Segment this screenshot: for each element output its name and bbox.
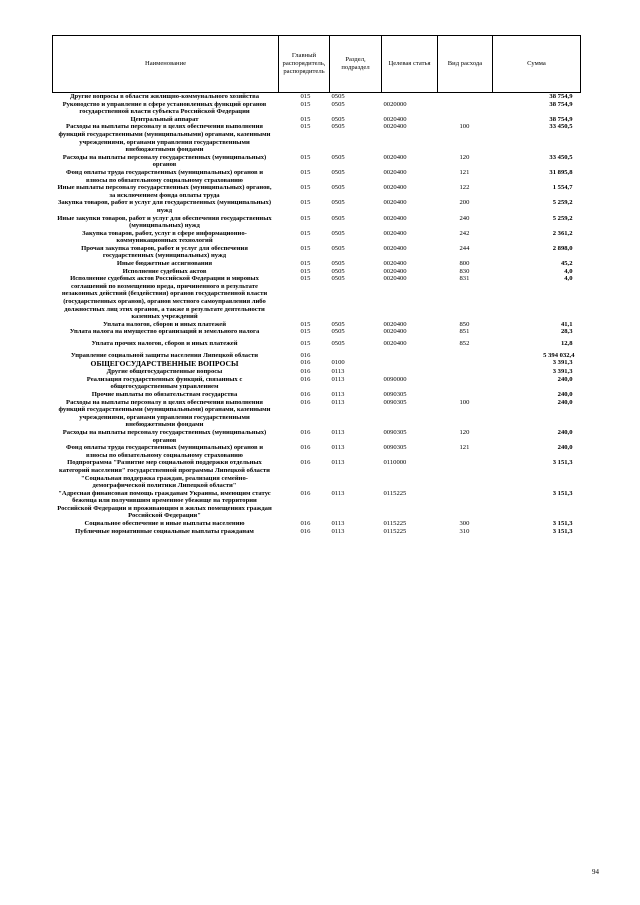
row-target-article: 0020400 xyxy=(383,214,407,222)
row-glav: 016 xyxy=(300,489,311,497)
row-name: Фонд оплаты труда государственных (муниципальных) органов и взносы по обязательному социальному страхованию xyxy=(65,444,264,459)
row-razdel: 0113 xyxy=(331,444,345,452)
row-sum: 3 391,3 xyxy=(552,368,573,376)
row-razdel: 0505 xyxy=(331,275,345,283)
row-razdel: 0505 xyxy=(331,168,345,176)
table-row xyxy=(53,429,581,444)
row-glav: 015 xyxy=(300,100,311,108)
table-row xyxy=(53,399,581,429)
table-row xyxy=(53,215,581,230)
row-expense-type: 120 xyxy=(459,428,470,436)
row-target-article: 0020400 xyxy=(383,275,407,283)
row-sum: 5 394 032,4 xyxy=(543,351,575,359)
row-expense-type xyxy=(438,391,493,399)
row-glav: 015 xyxy=(300,93,311,100)
row-sum: 240,0 xyxy=(557,375,573,383)
row-name: Уплата налогов, сборов и иных платежей xyxy=(102,320,227,328)
row-sum: 28,3 xyxy=(560,328,573,336)
table-row xyxy=(53,116,581,124)
table-row xyxy=(53,321,581,329)
row-expense-type: 242 xyxy=(459,229,470,237)
table-row xyxy=(53,184,581,199)
row-name: Прочие выплаты по обязательствам государства xyxy=(91,390,238,398)
table-row xyxy=(53,169,581,184)
row-expense-type: 850 xyxy=(459,320,470,328)
row-glav: 015 xyxy=(300,328,311,336)
row-sum: 3 151,3 xyxy=(552,489,573,497)
row-name: Иные выплаты персоналу государственных (муниципальных) органов, за исключением фонда оплаты труда xyxy=(57,184,272,199)
row-name: Другие вопросы в области жилищно-коммунального хозяйства xyxy=(69,93,260,100)
row-target-article: 0020400 xyxy=(383,153,407,161)
table-row xyxy=(53,359,581,368)
row-name: Исполнение судебных актов Российской Федерации и мировых соглашений по возмещению вреда, причиненного в результате незаконных действий (бездействия) органов государственной власти (государственных органов), органов местного самоуправления либо должностных лиц этих органов, а также в результате деятельности казенных учреждений xyxy=(61,275,268,321)
row-name: Расходы на выплаты персоналу в целях обеспечения выполнения функций государственными (муниципальными) органами, казенными учреждениями, органами управления государственными внебюджетными фондами xyxy=(58,398,271,429)
table-row xyxy=(53,391,581,399)
row-sum: 5 259,2 xyxy=(552,214,573,222)
row-name: "Адресная финансовая помощь гражданам Украины, имеющим статус беженца или получившим временное убежище на территории Российской Федерации и проживающим в жилых помещениях граждан Российской Федерации" xyxy=(57,489,272,520)
row-razdel: 0505 xyxy=(331,153,345,161)
row-glav: 015 xyxy=(300,260,311,268)
row-sum: 33 450,5 xyxy=(549,153,573,161)
row-razdel: 0505 xyxy=(331,267,345,275)
row-target-article: 0020400 xyxy=(383,320,407,328)
row-glav: 015 xyxy=(300,229,311,237)
row-glav: 015 xyxy=(300,340,311,347)
table-row xyxy=(53,520,581,528)
table-row xyxy=(53,101,581,116)
row-target-article xyxy=(382,368,438,376)
row-sum: 38 754,9 xyxy=(549,93,573,100)
row-name: Прочая закупка товаров, работ и услуг для обеспечения государственных (муниципальных) нужд xyxy=(81,244,248,260)
row-glav: 015 xyxy=(300,244,311,252)
row-sum: 31 895,8 xyxy=(549,168,573,176)
row-glav: 016 xyxy=(300,459,311,467)
row-expense-type xyxy=(438,101,493,116)
row-target-article xyxy=(382,348,438,360)
row-razdel: 0505 xyxy=(331,244,345,252)
table-row xyxy=(53,245,581,260)
row-target-article: 0020400 xyxy=(383,168,407,176)
row-target-article: 0020400 xyxy=(383,267,407,275)
row-target-article: 0020400 xyxy=(383,229,407,237)
row-sum: 4,0 xyxy=(564,267,573,275)
row-expense-type: 240 xyxy=(459,214,470,222)
row-glav: 016 xyxy=(300,351,311,359)
row-glav: 015 xyxy=(300,184,311,192)
row-glav: 016 xyxy=(300,375,311,383)
row-sum: 240,0 xyxy=(557,444,573,452)
row-expense-type: 121 xyxy=(459,444,470,452)
row-name: Другие общегосударственные вопросы xyxy=(106,368,223,376)
row-razdel: 0505 xyxy=(331,260,345,268)
row-target-article xyxy=(382,359,438,368)
row-expense-type xyxy=(438,459,493,489)
row-expense-type: 300 xyxy=(459,520,470,528)
row-name: Фонд оплаты труда государственных (муниципальных) органов и взносы по обязательному социальному страхованию xyxy=(65,168,264,184)
header-name: Наименование xyxy=(53,36,279,93)
row-name: Расходы на выплаты персоналу государственных (муниципальных) органов xyxy=(62,428,267,444)
row-name: Управление социальной защиты населения Липецкой области xyxy=(70,351,259,359)
row-name: Расходы на выплаты персоналу в целях обеспечения выполнения функций государственными (муниципальными) органами, казенными учреждениями, органами управления государственными внебюджетными фондами xyxy=(58,123,271,154)
row-sum: 3 151,3 xyxy=(552,527,573,535)
row-expense-type xyxy=(438,93,493,101)
row-target-article: 0020400 xyxy=(383,340,407,347)
row-glav: 016 xyxy=(300,444,311,452)
row-expense-type: 310 xyxy=(459,527,470,535)
row-expense-type: 831 xyxy=(459,275,470,283)
row-razdel: 0113 xyxy=(331,390,345,398)
row-name: Подпрограмма "Развитие мер социальной поддержки отдельных категорий населения" государственной программы Липецкой области "Социальная поддержка граждан, реализация семейно-демографической политики Липецкой области" xyxy=(59,459,270,490)
row-razdel: 0505 xyxy=(331,328,345,336)
row-glav: 015 xyxy=(300,320,311,328)
row-sum: 12,8 xyxy=(560,340,573,347)
table-row xyxy=(53,336,581,348)
table-row xyxy=(53,368,581,376)
table-row xyxy=(53,199,581,214)
row-glav: 016 xyxy=(300,359,311,367)
table-row xyxy=(53,528,581,536)
row-sum: 41,1 xyxy=(560,320,573,328)
row-name: Уплата налога на имущество организаций и земельного налога xyxy=(69,328,260,336)
row-expense-type: 100 xyxy=(459,398,470,406)
header-target-article: Целевая статья xyxy=(382,36,438,93)
row-razdel: 0113 xyxy=(331,489,345,497)
row-razdel: 0113 xyxy=(331,527,345,535)
row-glav: 015 xyxy=(300,115,311,123)
row-razdel: 0505 xyxy=(331,93,345,100)
table-row xyxy=(53,348,581,360)
row-sum: 240,0 xyxy=(557,428,573,436)
row-name: ОБЩЕГОСУДАРСТВЕННЫЕ ВОПРОСЫ xyxy=(90,359,239,369)
row-target-article: 0090305 xyxy=(383,428,407,436)
row-razdel: 0505 xyxy=(331,123,345,131)
row-sum: 38 754,9 xyxy=(549,100,573,108)
row-glav: 015 xyxy=(300,267,311,275)
row-razdel xyxy=(330,348,382,360)
row-expense-type: 851 xyxy=(459,328,470,336)
row-name: Закупка товаров, работ и услуг для государственных (муниципальных) нужд xyxy=(57,199,272,214)
row-expense-type: 120 xyxy=(459,153,470,161)
row-target-article: 0115225 xyxy=(383,489,407,497)
row-glav: 016 xyxy=(300,368,311,376)
row-glav: 015 xyxy=(300,123,311,131)
row-razdel: 0505 xyxy=(331,214,345,222)
table-row xyxy=(53,459,581,489)
row-target-article: 0090305 xyxy=(383,398,407,406)
row-name: Уплата прочих налогов, сборов и иных платежей xyxy=(91,340,238,347)
row-expense-type: 121 xyxy=(459,168,470,176)
row-glav: 016 xyxy=(300,390,311,398)
table-header-row xyxy=(53,36,581,93)
row-expense-type: 244 xyxy=(459,244,470,252)
header-sum: Сумма xyxy=(493,36,581,93)
row-target-article: 0020400 xyxy=(383,115,407,123)
row-glav: 016 xyxy=(300,428,311,436)
row-name: Реализация государственных функций, связанных с общегосударственным управлением xyxy=(86,375,243,391)
row-target-article: 0020400 xyxy=(383,199,407,207)
row-target-article: 0115225 xyxy=(383,527,407,535)
row-name: Руководство и управление в сфере установленных функций органов государственной власти субъекта Российской Федерации xyxy=(62,100,267,116)
row-expense-type xyxy=(438,490,493,520)
table-row xyxy=(53,328,581,336)
row-razdel: 0113 xyxy=(331,520,345,528)
row-name: Иные закупки товаров, работ и услуг для обеспечения государственных (муниципальных) нужд xyxy=(57,214,272,230)
row-target-article: 0090305 xyxy=(383,390,407,398)
row-razdel: 0505 xyxy=(331,115,345,123)
table-row xyxy=(53,376,581,391)
row-name: Публичные нормативные социальные выплаты гражданам xyxy=(75,527,254,535)
row-target-article: 0020400 xyxy=(383,244,407,252)
row-sum: 240,0 xyxy=(557,398,573,406)
row-glav: 015 xyxy=(300,168,311,176)
row-expense-type xyxy=(438,376,493,391)
row-razdel: 0505 xyxy=(331,199,345,207)
row-target-article: 0020400 xyxy=(383,260,407,268)
table-row xyxy=(53,260,581,268)
row-expense-type xyxy=(438,359,493,368)
row-target-article: 0110000 xyxy=(383,459,407,467)
row-expense-type: 800 xyxy=(459,260,470,268)
row-expense-type: 200 xyxy=(459,199,470,207)
row-razdel: 0113 xyxy=(331,375,345,383)
row-target-article: 0090000 xyxy=(383,375,407,383)
row-name: Центральный аппарат xyxy=(130,115,199,123)
row-name: Расходы на выплаты персоналу государственных (муниципальных) органов xyxy=(62,153,267,169)
header-expense-type: Вид расхода xyxy=(438,36,493,93)
row-expense-type xyxy=(438,348,493,360)
row-razdel: 0100 xyxy=(331,359,345,367)
row-sum: 3 151,3 xyxy=(552,520,573,528)
table-row xyxy=(53,123,581,153)
row-razdel: 0113 xyxy=(331,459,345,467)
row-target-article: 0020400 xyxy=(383,184,407,192)
row-razdel: 0505 xyxy=(331,100,345,108)
row-target-article xyxy=(382,93,438,101)
row-name: Социальное обеспечение и иные выплаты населению xyxy=(84,520,245,528)
row-expense-type: 852 xyxy=(459,340,470,347)
row-glav: 015 xyxy=(300,153,311,161)
row-sum: 3 151,3 xyxy=(552,459,573,467)
row-razdel: 0505 xyxy=(331,340,345,347)
row-name: Исполнение судебных актов xyxy=(122,267,207,275)
row-glav: 015 xyxy=(300,214,311,222)
row-razdel: 0505 xyxy=(331,184,345,192)
table-row xyxy=(53,444,581,459)
row-razdel: 0113 xyxy=(331,398,345,406)
row-glav: 015 xyxy=(300,275,311,283)
row-sum: 4,0 xyxy=(564,275,573,283)
table-row xyxy=(53,154,581,169)
row-razdel: 0113 xyxy=(331,428,345,436)
row-name: Закупка товаров, работ, услуг в сфере информационно-коммуникационных технологий xyxy=(82,229,247,245)
row-sum: 45,2 xyxy=(560,260,573,268)
row-expense-type xyxy=(438,368,493,376)
row-target-article: 0020400 xyxy=(383,123,407,131)
row-target-article: 0090305 xyxy=(383,444,407,452)
row-razdel: 0113 xyxy=(331,368,345,376)
row-sum: 38 754,9 xyxy=(549,115,573,123)
row-razdel: 0505 xyxy=(331,229,345,237)
table-row xyxy=(53,490,581,520)
row-expense-type: 122 xyxy=(459,184,470,192)
row-sum: 33 450,5 xyxy=(549,123,573,131)
row-razdel: 0505 xyxy=(331,320,345,328)
row-sum: 2 898,0 xyxy=(552,244,573,252)
page-number: 94 xyxy=(592,868,599,876)
row-expense-type: 830 xyxy=(459,267,470,275)
row-expense-type: 100 xyxy=(459,123,470,131)
row-target-article: 0115225 xyxy=(383,520,407,528)
row-glav: 016 xyxy=(300,398,311,406)
row-glav: 015 xyxy=(300,199,311,207)
row-sum: 3 391,3 xyxy=(552,359,573,367)
table-row xyxy=(53,93,581,101)
row-sum: 2 361,2 xyxy=(552,229,573,237)
header-razdel: Раздел, подраздел xyxy=(330,36,382,93)
row-sum: 240,0 xyxy=(557,390,573,398)
row-sum: 5 259,2 xyxy=(552,199,573,207)
table-row xyxy=(53,230,581,245)
header-glav: Главный распорядитель, распорядитель xyxy=(279,36,330,93)
row-name: Иные бюджетные ассигнования xyxy=(116,260,213,268)
table-row xyxy=(53,275,581,321)
row-glav: 016 xyxy=(300,520,311,528)
row-expense-type xyxy=(438,116,493,124)
row-glav: 016 xyxy=(300,527,311,535)
budget-table xyxy=(52,35,581,535)
row-target-article: 0020400 xyxy=(383,328,407,336)
row-sum: 1 554,7 xyxy=(552,184,573,192)
table-row xyxy=(53,268,581,276)
row-target-article: 0020000 xyxy=(383,100,407,108)
